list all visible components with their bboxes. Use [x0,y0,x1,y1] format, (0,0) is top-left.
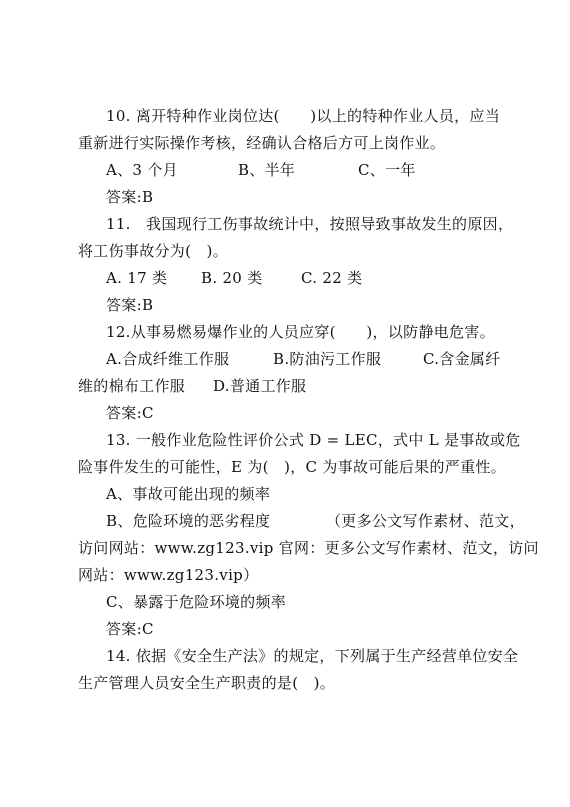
q13-answer: 答案:C [106,620,154,638]
q13-line-2: 险事件发生的可能性，E 为( )，C 为事故可能后果的严重性。 [78,458,506,476]
q12-line-3 [78,376,306,396]
q10-option-b: B、半年 [238,161,296,179]
q10-options [106,160,416,180]
q14-line-1: 14. 依据《安全生产法》的规定，下列属于生产经营单位安全 [106,647,519,665]
q11-option-a: A. 17 类 [106,269,168,287]
q13-option-c: C、暴露于危险环境的频率 [106,593,287,611]
promo-text-2: 访问网站：www.zg123.vip 官网：更多公文写作素材、范文，访问 [78,539,539,557]
q11-option-b: B. 20 类 [201,269,263,287]
q10-option-a: A、3 个月 [106,161,178,179]
promo-text-3: 网站：www.zg123.vip） [78,566,259,584]
q13-option-a: A、事故可能出现的频率 [106,485,271,503]
q10-line-1: 10. 离开特种作业岗位达( )以上的特种作业人员，应当 [106,107,501,125]
q11-line-2: 将工伤事故分为( )。 [78,242,229,260]
q10-option-c: C、一年 [358,161,416,179]
q14-line-2: 生产管理人员安全生产职责的是( )。 [78,674,336,692]
q10-answer: 答案:B [106,188,154,206]
q13-line-1: 13. 一般作业危险性评价公式 D = LEC，式中 L 是事故或危 [106,431,521,449]
q11-answer: 答案:B [106,296,154,314]
q12-answer: 答案:C [106,404,154,422]
q11-option-c: C. 22 类 [301,269,363,287]
q12-option-b: B.防油污工作服 [273,350,382,368]
q12-option-c: C.含金属纤 [423,350,501,368]
q11-options [106,268,362,288]
q12-option-d: D.普通工作服 [213,377,307,395]
q11-line-1: 11. 我国现行工伤事故统计中，按照导致事故发生的原因， [106,215,514,233]
q13-option-b-line [106,511,525,531]
q12-line-1: 12.从事易燃易爆作业的人员应穿( )，以防静电危害。 [106,323,495,341]
q10-line-2: 重新进行实际操作考核，经确认合格后方可上岗作业。 [78,134,446,152]
q12-options [106,349,501,369]
promo-text-1: （更多公文写作素材、范文， [326,512,525,530]
q13-option-b: B、危险环境的恶劣程度 [106,512,271,530]
q12-option-c-continued: 维的棉布工作服 [78,377,186,395]
q12-option-a: A.合成纤维工作服 [106,350,230,368]
